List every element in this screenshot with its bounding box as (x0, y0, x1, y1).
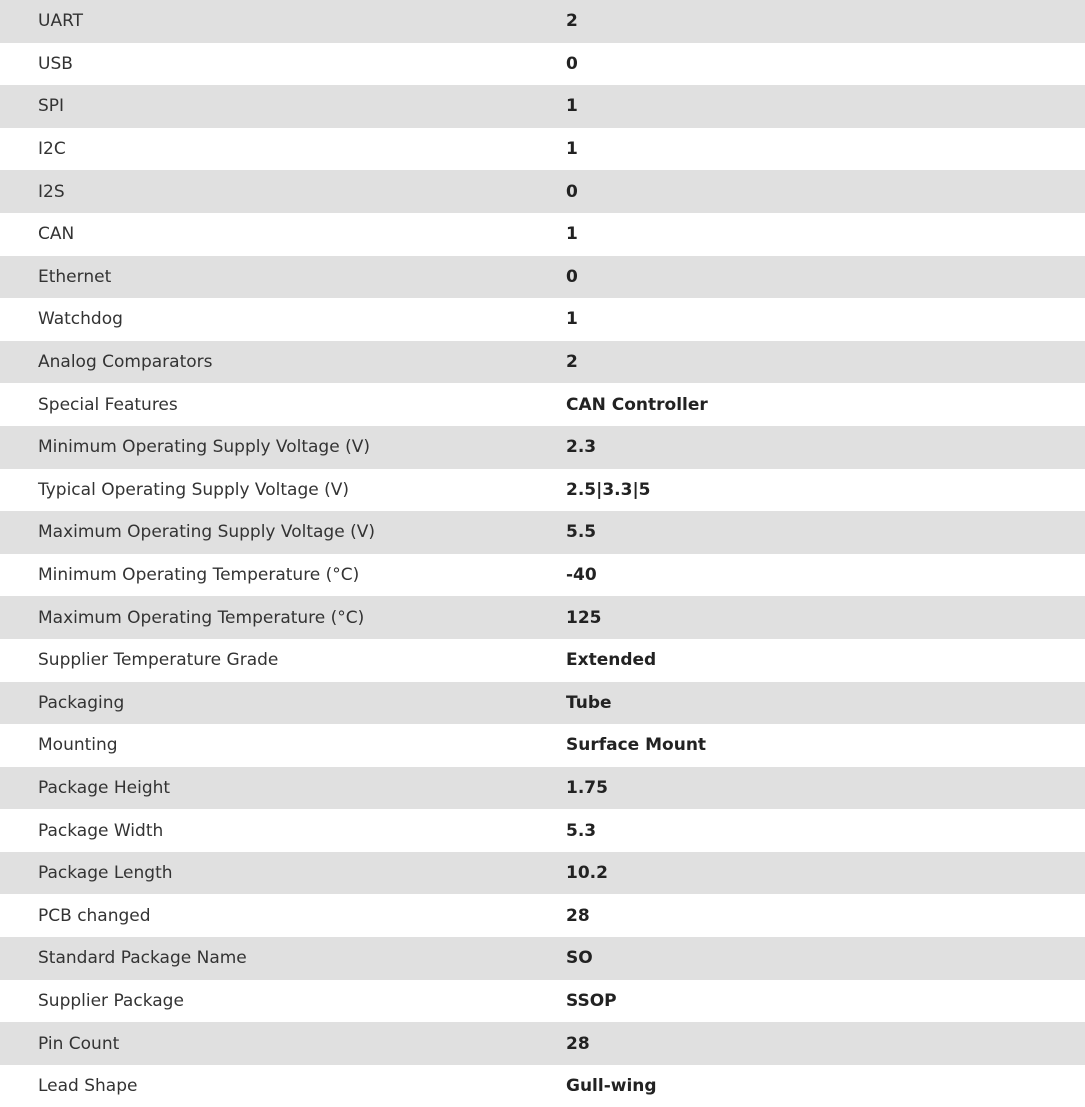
spec-label: Packaging (0, 682, 566, 725)
table-row (0, 596, 1085, 639)
spec-value: 2 (566, 0, 1085, 43)
spec-label: Package Height (0, 767, 566, 810)
spec-label: Mounting (0, 724, 566, 767)
table-row (0, 85, 1085, 128)
spec-label: Minimum Operating Temperature (°C) (0, 554, 566, 597)
table-row (0, 937, 1085, 980)
spec-value: 2 (566, 341, 1085, 384)
table-row (0, 256, 1085, 299)
spec-label: Pin Count (0, 1022, 566, 1065)
spec-value: 2.3 (566, 426, 1085, 469)
spec-value: SO (566, 937, 1085, 980)
table-row (0, 298, 1085, 341)
spec-label: CAN (0, 213, 566, 256)
spec-label: Maximum Operating Temperature (°C) (0, 596, 566, 639)
spec-value: SSOP (566, 980, 1085, 1023)
spec-value: 5.5 (566, 511, 1085, 554)
table-row (0, 1065, 1085, 1107)
spec-label: Package Length (0, 852, 566, 895)
table-row (0, 767, 1085, 810)
table-row (0, 809, 1085, 852)
spec-label: Minimum Operating Supply Voltage (V) (0, 426, 566, 469)
table-row (0, 0, 1085, 43)
table-row (0, 511, 1085, 554)
spec-label: UART (0, 0, 566, 43)
spec-value: Surface Mount (566, 724, 1085, 767)
spec-label: Special Features (0, 383, 566, 426)
table-row (0, 43, 1085, 86)
table-row (0, 469, 1085, 512)
table-row (0, 170, 1085, 213)
spec-label: Analog Comparators (0, 341, 566, 384)
spec-label: SPI (0, 85, 566, 128)
spec-label: Standard Package Name (0, 937, 566, 980)
spec-value: 5.3 (566, 809, 1085, 852)
spec-label: Package Width (0, 809, 566, 852)
spec-label: Watchdog (0, 298, 566, 341)
spec-value: 1 (566, 298, 1085, 341)
spec-label: Supplier Package (0, 980, 566, 1023)
spec-value: 0 (566, 43, 1085, 86)
table-row (0, 341, 1085, 384)
spec-value: 2.5|3.3|5 (566, 469, 1085, 512)
spec-label: I2S (0, 170, 566, 213)
spec-value: Gull-wing (566, 1065, 1085, 1107)
table-row (0, 894, 1085, 937)
spec-label: PCB changed (0, 894, 566, 937)
spec-label: Maximum Operating Supply Voltage (V) (0, 511, 566, 554)
spec-value: 0 (566, 170, 1085, 213)
table-row (0, 383, 1085, 426)
spec-value: 1.75 (566, 767, 1085, 810)
spec-value: -40 (566, 554, 1085, 597)
spec-label: USB (0, 43, 566, 86)
spec-label: Lead Shape (0, 1065, 566, 1107)
table-row (0, 554, 1085, 597)
spec-value: 28 (566, 894, 1085, 937)
table-row (0, 213, 1085, 256)
table-row (0, 426, 1085, 469)
spec-label: I2C (0, 128, 566, 171)
spec-value: 1 (566, 213, 1085, 256)
spec-label: Ethernet (0, 256, 566, 299)
spec-label: Supplier Temperature Grade (0, 639, 566, 682)
spec-value: 28 (566, 1022, 1085, 1065)
spec-value: 0 (566, 256, 1085, 299)
table-row (0, 852, 1085, 895)
spec-value: Extended (566, 639, 1085, 682)
spec-value: Tube (566, 682, 1085, 725)
spec-value: 1 (566, 128, 1085, 171)
table-row (0, 1022, 1085, 1065)
table-row (0, 682, 1085, 725)
table-row (0, 128, 1085, 171)
table-row (0, 639, 1085, 682)
spec-value: 125 (566, 596, 1085, 639)
spec-value: CAN Controller (566, 383, 1085, 426)
table-row (0, 724, 1085, 767)
spec-value: 10.2 (566, 852, 1085, 895)
spec-label: Typical Operating Supply Voltage (V) (0, 469, 566, 512)
spec-value: 1 (566, 85, 1085, 128)
table-row (0, 980, 1085, 1023)
